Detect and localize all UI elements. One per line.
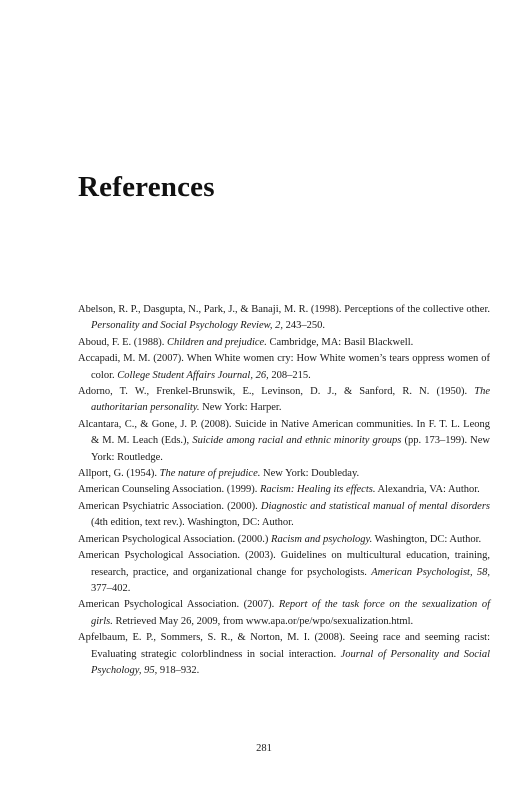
reference-text: American Psychological Association. (2003). Guidelines on multicultural education, training, research, practice, and organizational change for psychologists. <box>78 550 490 578</box>
reference-text: Adorno, T. W., Frenkel-Brunswik, E., Levinson, D. J., & Sanford, R. N. (1950). <box>78 386 475 398</box>
reference-title-italic: Journal of Personality and Social Psychology, 95, <box>91 648 490 676</box>
reference-text: Washington, DC: Author. <box>372 533 482 545</box>
reference-text: Retrieved May 26, 2009, from www.apa.or/pe/wpo/sexualization.html. <box>112 615 414 627</box>
reference-text: Alexandria, VA: Author. <box>375 484 480 496</box>
reference-entry <box>78 597 490 630</box>
reference-text: Cambridge, MA: Basil Blackwell. <box>266 336 414 348</box>
page-heading: References <box>78 171 215 203</box>
reference-text: Apfelbaum, E. P., Sommers, S. R., & Norton, M. I. (2008). Seeing race and seeming racist: Evaluating strategic colorblindness in social interaction. <box>78 632 490 660</box>
reference-text: New York: Harper. <box>199 402 282 414</box>
reference-entry <box>78 499 490 532</box>
reference-title-italic: The authoritarian personality. <box>91 386 490 414</box>
reference-entry <box>78 417 490 466</box>
reference-entry <box>78 630 490 679</box>
reference-entry <box>78 302 490 335</box>
page-number: 281 <box>256 743 272 754</box>
reference-text: 377–402. <box>91 582 131 594</box>
reference-title-italic: Children and prejudice. <box>167 336 267 348</box>
reference-title-italic: Racism: Healing its effects. <box>259 484 376 496</box>
reference-list <box>78 302 490 679</box>
reference-text: Accapadi, M. M. (2007). When White women cry: How White women’s tears oppress women of color. <box>78 353 490 381</box>
reference-title-italic: Personality and Social Psychology Review, 2, <box>91 320 283 332</box>
reference-entry <box>78 351 490 384</box>
reference-entry <box>78 335 490 351</box>
reference-text: Allport, G. (1954). <box>78 468 160 480</box>
reference-text: American Psychiatric Association. (2000). <box>78 500 261 512</box>
reference-title-italic: Report of the task force on the sexualization of girls. <box>91 599 491 627</box>
reference-title-italic: College Student Affairs Journal, 26, <box>117 369 269 381</box>
reference-text: (4th edition, text rev.). Washington, DC: Author. <box>91 517 294 529</box>
reference-text: (pp. 173–199). New York: Routledge. <box>91 435 491 463</box>
reference-entry <box>78 532 490 548</box>
reference-title-italic: The nature of prejudice. <box>159 468 261 480</box>
reference-text: American Counseling Association. (1999). <box>78 484 260 496</box>
reference-entry <box>78 466 490 482</box>
reference-text: Aboud, F. E. (1988). <box>78 336 167 348</box>
reference-text: New York: Doubleday. <box>260 468 360 480</box>
reference-title-italic: American Psychologist, 58, <box>371 566 490 578</box>
reference-text: 918–932. <box>157 664 200 676</box>
reference-text: 243–250. <box>282 320 325 332</box>
reference-title-italic: Diagnostic and statistical manual of mental disorders <box>260 500 491 512</box>
reference-text: Alcantara, C., & Gone, J. P. (2008). Suicide in Native American communities. In F. T. L. Leong & M. M. Leach (Eds.), <box>78 418 490 447</box>
reference-title-italic: Racism and psychology. <box>271 533 373 545</box>
reference-text: American Psychological Association. (2007). <box>78 599 279 611</box>
reference-text: 208–215. <box>268 369 311 381</box>
reference-title-italic: Suicide among racial and ethnic minority groups <box>192 435 402 447</box>
reference-text: American Psychological Association. (2000.) <box>78 533 272 545</box>
reference-entry <box>78 384 490 417</box>
reference-entry <box>78 482 490 498</box>
reference-entry <box>78 548 490 597</box>
reference-text: Abelson, R. P., Dasgupta, N., Park, J., & Banaji, M. R. (1998). Perceptions of the collective other. <box>78 304 490 315</box>
